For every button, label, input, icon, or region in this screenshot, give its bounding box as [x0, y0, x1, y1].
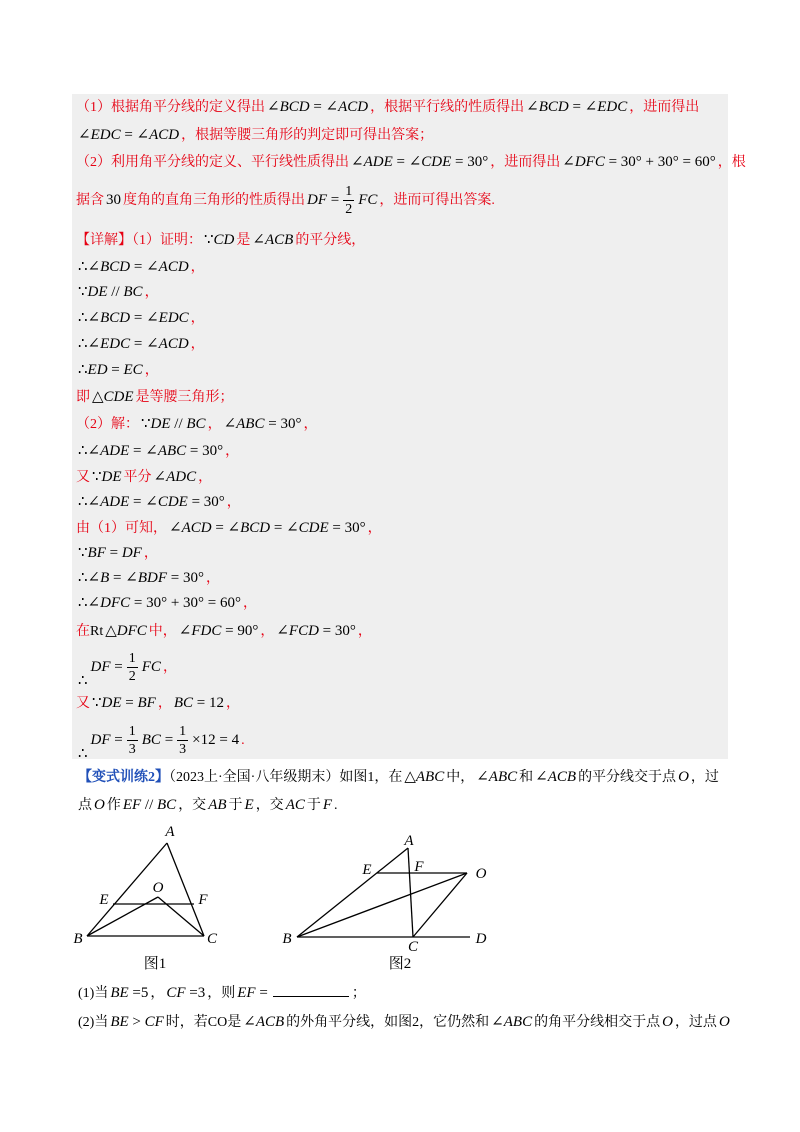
math-expression: ∠BCD = ∠EDC: [526, 99, 628, 115]
text-run: ，: [260, 624, 275, 639]
text-run: (1)当: [78, 986, 109, 1001]
math-variable: ED: [87, 362, 108, 378]
solution-line: [76, 724, 245, 763]
text-run: ，: [367, 521, 382, 536]
text-run: （2）解：: [76, 417, 139, 432]
text-run: 作: [106, 798, 121, 813]
math-expression: BC = 12: [173, 695, 224, 711]
segment-ac: [408, 848, 413, 937]
math-expression: ∴ED = EC: [78, 362, 143, 378]
text-run: ，进而得出: [629, 100, 700, 115]
math-variable: ADC: [166, 469, 197, 485]
fraction: [127, 725, 138, 757]
math-variable: ACD: [158, 259, 189, 275]
figure-1: [87, 843, 204, 936]
math-expression: [323, 797, 332, 813]
math-variable: CDE: [157, 494, 188, 510]
solution-line: [76, 489, 241, 515]
math-variable: BC: [157, 797, 177, 813]
math-variable: ADE: [363, 154, 393, 170]
math-variable: BC: [186, 416, 206, 432]
math-variable: ACD: [158, 336, 189, 352]
text-run: 时，若: [165, 1015, 208, 1030]
fraction-numerator: 1: [128, 651, 136, 666]
analysis-line: [76, 122, 433, 148]
math-variable: BCD: [538, 99, 569, 115]
math-expression: ∠FDC = 90°: [178, 623, 259, 639]
math-variable: O: [718, 1014, 730, 1030]
math-expression: [208, 797, 226, 813]
segment-ba: [297, 848, 408, 937]
analysis-line: [76, 149, 746, 175]
math-variable: EDC: [597, 99, 628, 115]
math-variable: DFC: [116, 623, 147, 639]
text-run: ，进而可得出答案.: [379, 193, 495, 209]
math-expression: ∠ABC: [476, 769, 518, 785]
math-variable: ACB: [255, 1014, 285, 1030]
point-label-o: O: [152, 880, 164, 896]
math-variable: CD: [213, 232, 235, 248]
math-variable: DFC: [100, 595, 131, 611]
text-run: ，: [157, 696, 172, 711]
math-expression: ∵DE = BF: [92, 695, 156, 711]
math-expression: △CDE: [92, 389, 134, 405]
math-variable: BF: [87, 545, 106, 561]
text-run: （1）根据角平分线的定义得出: [76, 100, 265, 115]
text-run: 于: [228, 798, 243, 813]
figure-2: [297, 848, 470, 937]
answer-blank: [273, 982, 349, 997]
point-label-b: B: [282, 931, 292, 947]
segment-bo: [87, 897, 158, 936]
math-variable: DE: [87, 284, 108, 300]
fraction-denominator: 3: [179, 742, 187, 757]
solution-line: [76, 279, 159, 305]
math-expression: ∠ABC: [491, 1014, 533, 1030]
fraction-denominator: 2: [345, 202, 353, 217]
math-variable: BE: [110, 1014, 129, 1030]
math-variable: AB: [208, 797, 227, 813]
math-expression: ∵DE: [92, 469, 122, 485]
analysis-line: [76, 184, 495, 217]
math-expression: DF =: [90, 659, 123, 676]
text-run: 平分: [123, 470, 152, 485]
text-run: 即: [76, 390, 90, 405]
solution-line: [76, 618, 372, 644]
text-run: 又: [76, 696, 90, 711]
math-expression: ∠ACD = ∠BCD = ∠CDE = 30°: [169, 520, 366, 536]
math-expression: BE > CF: [110, 1014, 164, 1030]
text-run: ，交: [178, 798, 207, 813]
math-expression: ∠ADC: [153, 469, 197, 485]
text-run: 的外角平分线，如图2，它仍然和: [286, 1015, 490, 1030]
math-variable: O: [94, 797, 105, 813]
math-expression: ∵DE // BC: [78, 284, 143, 300]
text-run: ，根据平行线的性质得出: [370, 100, 525, 115]
math-expression: ∴∠ADE = ∠CDE = 30°: [78, 494, 225, 510]
math-variable: ABC: [415, 769, 445, 785]
math-variable: BF: [137, 695, 156, 711]
fraction-numerator: 1: [179, 724, 187, 739]
math-variable: FDC: [191, 623, 222, 639]
math-expression: EF =: [237, 985, 268, 1001]
math-variable: ABC: [503, 1014, 533, 1030]
analysis-line: [76, 94, 699, 120]
text-run: ，: [162, 660, 177, 676]
text-run: ，则: [207, 986, 236, 1001]
math-expression: ∠ACB: [252, 232, 294, 248]
point-label-e: E: [99, 892, 109, 908]
text-run: ，: [205, 571, 220, 586]
math-expression: ∠EDC = ∠ACD: [78, 127, 180, 143]
text-run: （2023上·全国·八年级期末）如图1，在: [169, 770, 403, 785]
text-run: ，: [225, 444, 240, 459]
math-variable: CF: [166, 985, 186, 1001]
math-variable: DF: [121, 545, 142, 561]
point-label-a: A: [404, 833, 414, 849]
fraction-numerator: 1: [128, 724, 136, 739]
fraction: [343, 185, 354, 217]
math-expression: [678, 769, 689, 785]
math-variable: ACB: [547, 769, 577, 785]
math-expression: DF =: [90, 732, 123, 749]
point-label-a: A: [165, 824, 175, 840]
figure-2-caption: 图2: [388, 956, 412, 972]
point-label-f: F: [198, 892, 208, 908]
fraction-denominator: 3: [128, 742, 136, 757]
segment-co: [158, 897, 204, 936]
text-run: CO: [207, 1015, 228, 1030]
point-label-f: F: [414, 859, 424, 875]
text-run: (2)当: [78, 1015, 109, 1030]
math-variable: DF: [90, 732, 111, 749]
math-expression: ∠ACB: [243, 1014, 285, 1030]
math-expression: [142, 659, 161, 675]
solution-line: [76, 565, 220, 591]
fraction: [127, 652, 138, 684]
math-variable: EDC: [90, 127, 121, 143]
math-variable: FC: [141, 659, 161, 676]
fraction: [177, 725, 188, 757]
text-run: 是等腰三角形；: [135, 390, 234, 405]
math-variable: O: [678, 769, 689, 785]
math-variable: CF: [144, 1014, 164, 1030]
text-run: ，过点: [674, 1015, 717, 1030]
math-variable: ACD: [338, 99, 369, 115]
math-variable: BCD: [240, 520, 271, 536]
math-expression: △ABC: [404, 769, 445, 785]
math-expression: [358, 192, 377, 208]
math-variable: EF: [122, 797, 142, 813]
math-expression: ×12 = 4: [192, 732, 240, 749]
text-run: ，: [357, 624, 372, 639]
text-run: ，过: [690, 770, 719, 785]
text-run: 中，: [446, 770, 475, 785]
solution-line: [76, 464, 212, 490]
math-expression: ∴∠BCD = ∠ACD: [78, 259, 189, 275]
math-variable: DF: [307, 192, 327, 209]
math-expression: CF =3: [166, 985, 206, 1001]
math-expression: ∵BF = DF: [78, 545, 142, 561]
math-variable: DE: [101, 695, 122, 711]
math-expression: ∠FCD = 30°: [276, 623, 356, 639]
math-variable: DFC: [574, 154, 605, 170]
math-expression: ∴: [78, 673, 88, 690]
math-expression: ∵CD: [204, 232, 235, 248]
text-run: .: [241, 733, 245, 749]
text-run: ，: [207, 417, 222, 432]
math-variable: AC: [285, 797, 305, 813]
text-run: ，: [190, 311, 205, 326]
question-line: [78, 980, 366, 1006]
math-variable: EDC: [100, 336, 131, 352]
math-expression: ∠ABC = 30°: [223, 416, 302, 432]
math-variable: ACB: [264, 232, 294, 248]
math-variable: ABC: [488, 769, 518, 785]
text-run: .: [334, 798, 338, 813]
math-expression: 30: [106, 192, 121, 209]
math-expression: ∴∠ADE = ∠ABC = 30°: [78, 443, 224, 459]
figure-1-labels: [73, 824, 218, 972]
solution-line: [76, 384, 234, 410]
text-run: 于: [306, 798, 321, 813]
text-run: ，: [144, 363, 159, 378]
problem-line: [78, 792, 338, 818]
math-variable: EC: [123, 362, 143, 378]
problem-line: [78, 764, 719, 790]
math-variable: BCD: [100, 310, 131, 326]
segment-bo: [297, 873, 467, 937]
math-variable: ADE: [100, 443, 130, 459]
text-run: （2）利用角平分线的定义、平行线性质得出: [76, 155, 349, 170]
text-run: 是: [236, 233, 251, 248]
text-run: 据含: [76, 193, 104, 209]
text-run: ，: [144, 285, 159, 300]
math-expression: ∴∠EDC = ∠ACD: [78, 336, 189, 352]
segment-ac: [167, 843, 204, 936]
text-run: ，: [150, 986, 165, 1001]
text-run: ，: [143, 546, 158, 561]
solution-line: [76, 438, 239, 464]
fraction-numerator: 1: [345, 184, 353, 199]
text-run: ；: [351, 986, 366, 1001]
math-variable: F: [322, 797, 333, 813]
question-line: [78, 1009, 732, 1035]
text-run: 又: [76, 470, 90, 485]
math-variable: DE: [101, 469, 122, 485]
math-expression: BE =5: [110, 985, 149, 1001]
solution-line: [76, 540, 158, 566]
point-label-d: D: [475, 931, 487, 947]
math-variable: B: [100, 570, 110, 586]
math-expression: ∠ACB: [535, 769, 577, 785]
math-expression: DF =: [307, 192, 340, 209]
math-expression: ∠BCD = ∠ACD: [267, 99, 369, 115]
solution-line: [76, 254, 205, 280]
math-expression: ∵DE // BC: [141, 416, 206, 432]
math-variable: O: [662, 1014, 673, 1030]
text-run: 的角平分线相交于点: [534, 1015, 661, 1030]
solution-line: [76, 357, 159, 383]
text-run: ，: [190, 337, 205, 352]
text-run: 由（1）可知，: [76, 521, 167, 536]
math-variable: BE: [110, 985, 129, 1001]
math-variable: ACD: [181, 520, 212, 536]
text-run: 【详解】（1）证明：: [76, 233, 202, 248]
text-run: ，根: [717, 155, 746, 170]
math-variable: ADE: [100, 494, 130, 510]
point-label-c: C: [206, 931, 218, 947]
math-expression: ∴∠DFC = 30° + 30° = 60°: [78, 595, 241, 611]
math-variable: EDC: [158, 310, 189, 326]
math-expression: [719, 1014, 730, 1030]
text-run: 是: [227, 1015, 242, 1030]
math-expression: △DFC: [105, 623, 147, 639]
text-run: ，: [190, 260, 205, 275]
math-variable: DE: [150, 416, 171, 432]
math-variable: BC: [173, 695, 194, 711]
math-expression: [94, 797, 105, 813]
math-expression: ∴: [78, 746, 88, 763]
text-run: 在: [76, 624, 90, 639]
section-tag: 【变式训练2】: [78, 770, 169, 785]
solution-line: [76, 690, 240, 716]
point-label-b: B: [73, 931, 83, 947]
text-run: ，: [303, 417, 318, 432]
math-expression: [662, 1014, 673, 1030]
math-variable: BDF: [137, 570, 167, 586]
solution-line: [76, 411, 317, 437]
math-variable: EF: [237, 985, 256, 1001]
text-run: ，: [198, 470, 213, 485]
text-run: 点: [78, 798, 92, 813]
text-run: ，根据等腰三角形的判定即可得出答案；: [181, 128, 434, 143]
text-run: ，: [243, 596, 257, 611]
text-run: 的平分线交于点: [578, 770, 677, 785]
point-label-o: O: [475, 866, 487, 882]
math-expression: ∠ADE = ∠CDE = 30°: [351, 154, 489, 170]
math-variable: ACD: [149, 127, 180, 143]
solution-line: [76, 515, 382, 541]
math-variable: E: [244, 797, 254, 813]
figures: [0, 815, 800, 975]
point-label-c: C: [407, 939, 419, 955]
math-expression: EF // BC: [122, 797, 177, 813]
solution-line: [76, 590, 257, 616]
math-variable: CDE: [103, 389, 134, 405]
solution-line: [76, 305, 205, 331]
solution-line: [76, 331, 205, 357]
solution-line: [76, 227, 365, 253]
math-expression: ∠DFC = 30° + 30° = 60°: [562, 154, 716, 170]
math-variable: BCD: [279, 99, 310, 115]
text-run: 中，: [148, 624, 177, 639]
point-label-e: E: [362, 862, 372, 878]
math-variable: FC: [358, 192, 378, 209]
math-variable: DF: [90, 659, 111, 676]
math-expression: BC =: [141, 732, 174, 749]
math-variable: ABC: [236, 416, 265, 432]
text-run: 度角的直角三角形的性质得出: [123, 193, 305, 209]
math-expression: ∴∠B = ∠BDF = 30°: [78, 570, 204, 586]
math-variable: ABC: [157, 443, 187, 459]
math-expression: ∴∠BCD = ∠EDC: [78, 310, 189, 326]
fraction-denominator: 2: [128, 669, 136, 684]
math-variable: BCD: [100, 259, 131, 275]
math-variable: FCD: [288, 623, 319, 639]
text-run: ，: [226, 495, 241, 510]
math-variable: CDE: [421, 154, 452, 170]
text-run: ，交: [255, 798, 284, 813]
text-run: Rt: [90, 624, 104, 639]
figure-2-labels: [282, 833, 486, 972]
math-variable: CDE: [298, 520, 329, 536]
math-variable: BC: [123, 284, 143, 300]
text-run: ，进而得出: [490, 155, 561, 170]
text-run: ，: [225, 696, 240, 711]
text-run: 的平分线，: [295, 233, 366, 248]
math-expression: [286, 797, 305, 813]
math-expression: [245, 797, 254, 813]
math-variable: BC: [141, 732, 161, 749]
figure-1-caption: 图1: [143, 956, 167, 972]
text-run: 和: [519, 770, 534, 785]
solution-line: [76, 651, 177, 690]
